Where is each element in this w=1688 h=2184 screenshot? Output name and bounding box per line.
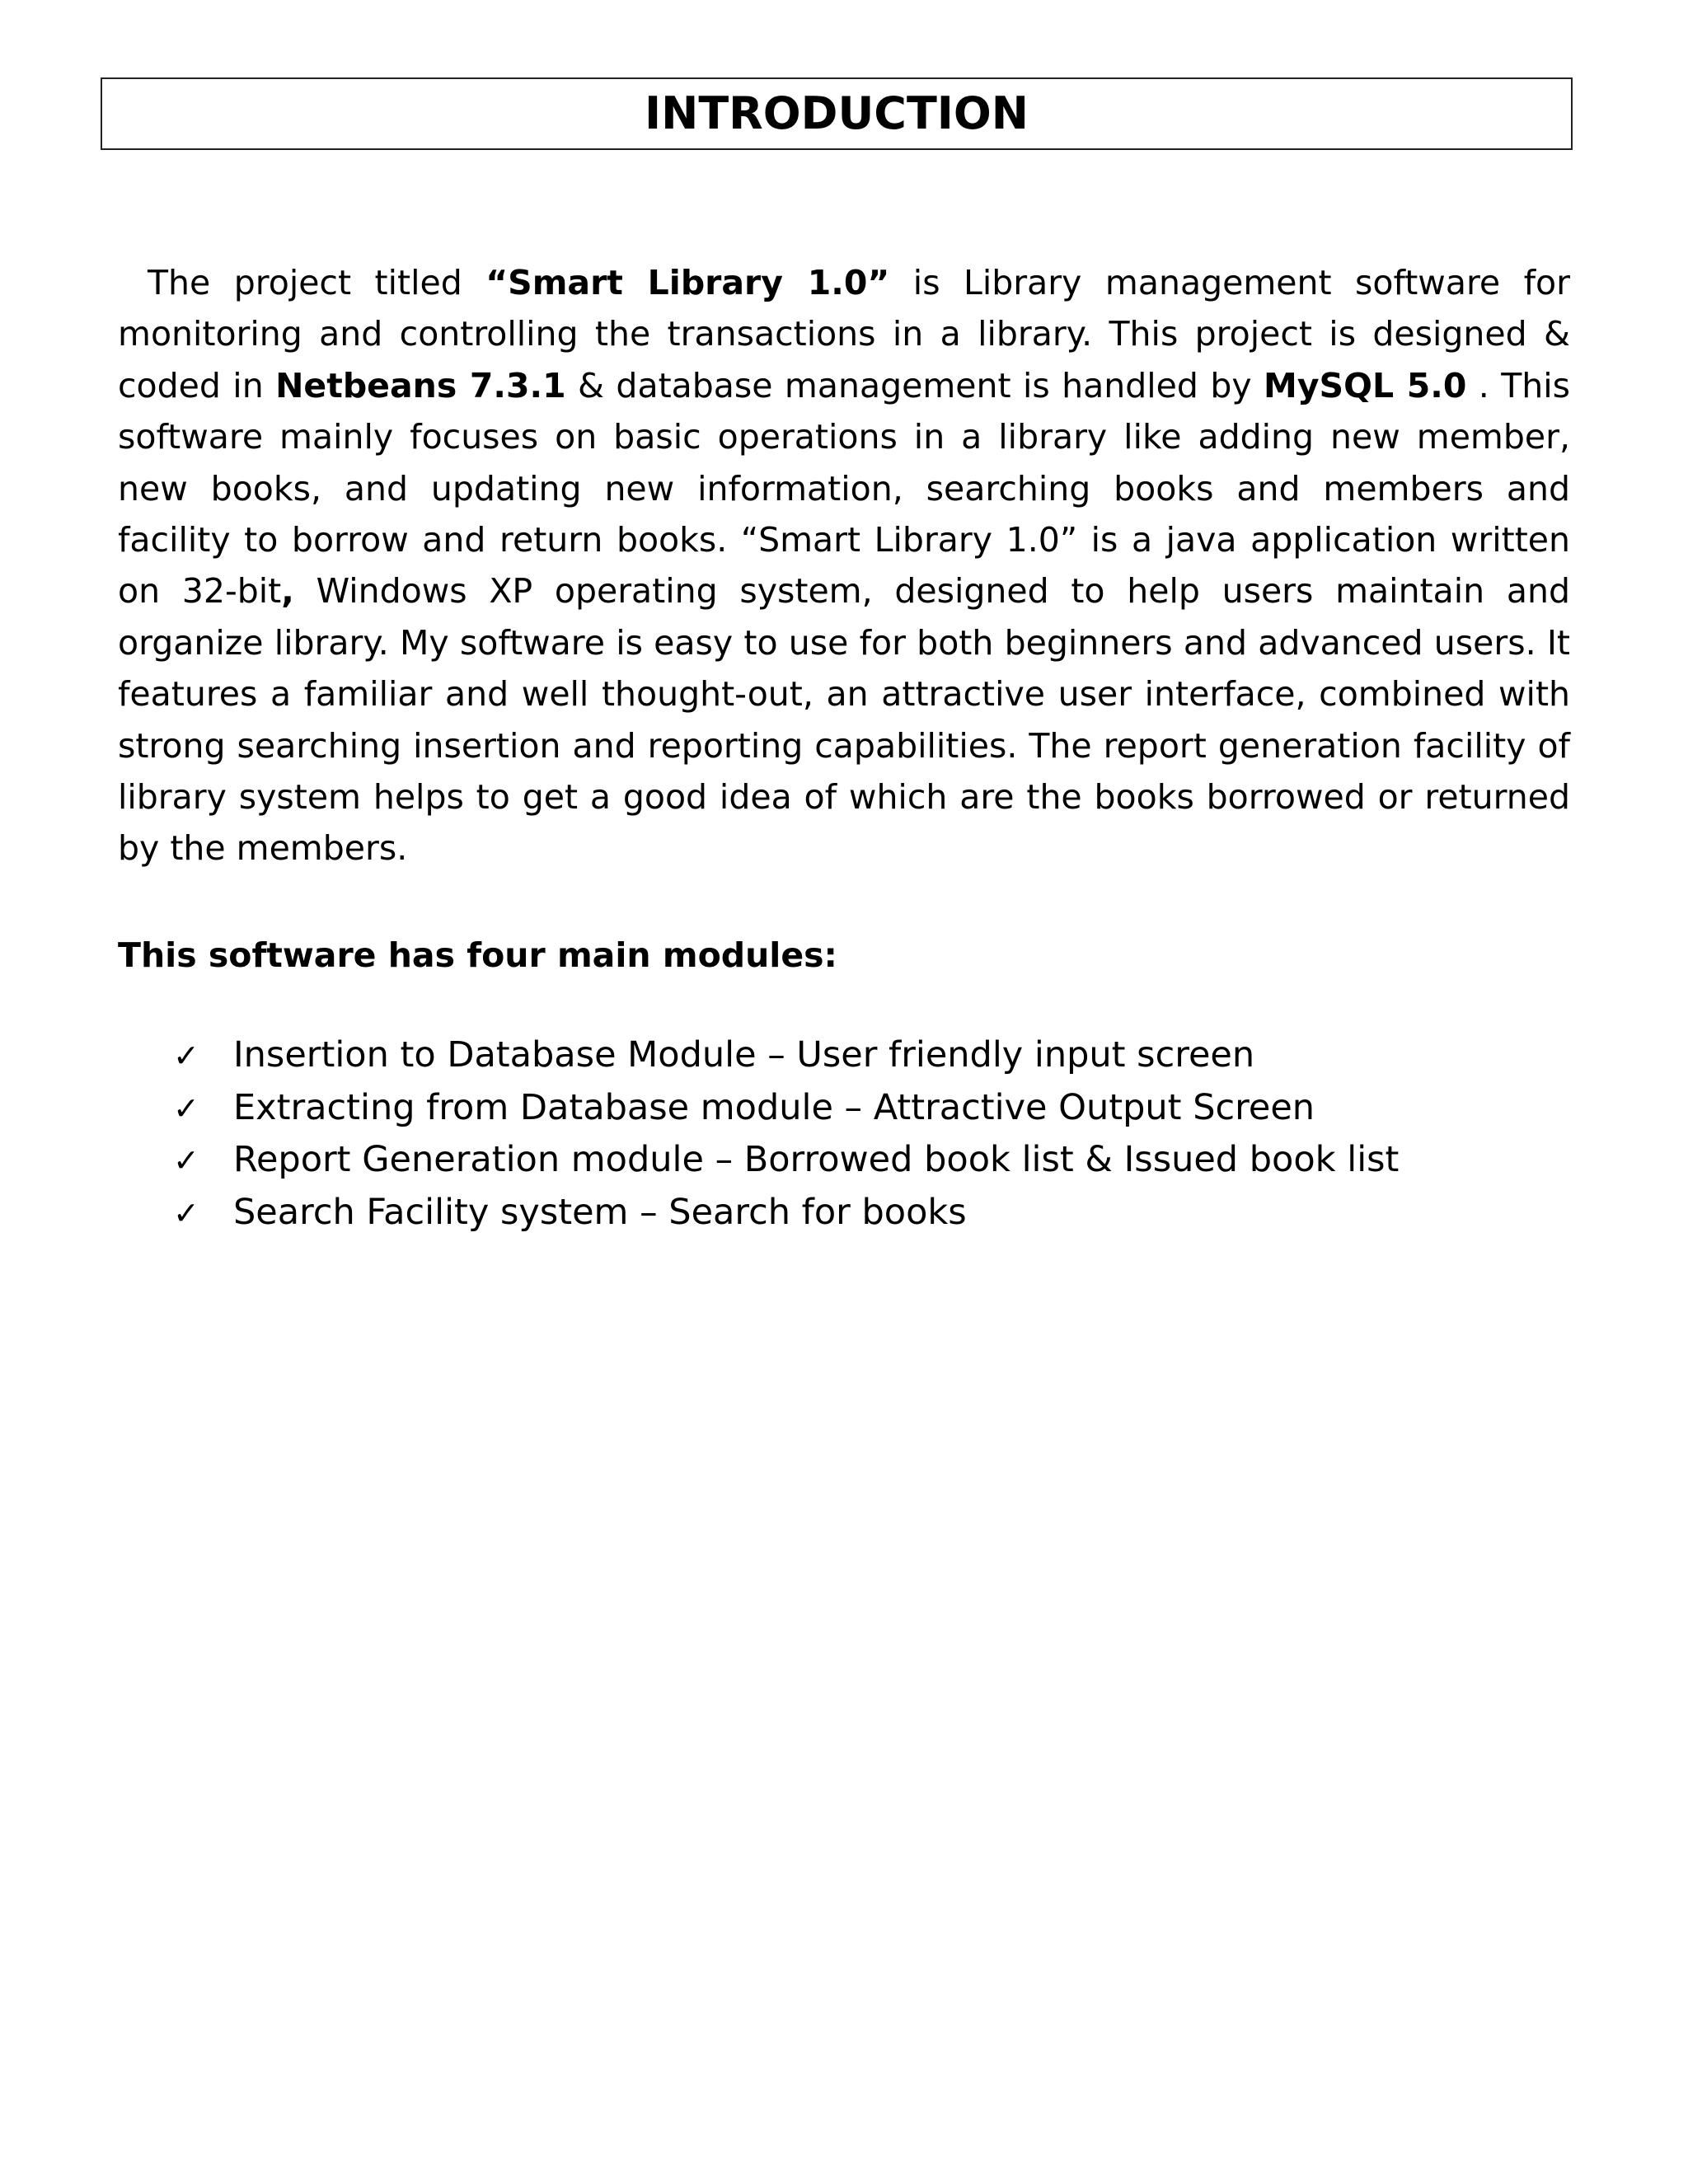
- module-text: Insertion to Database Module – User friendly input screen: [233, 1034, 1255, 1076]
- intro-lead: The project titled: [148, 263, 486, 302]
- list-item: [173, 1082, 1574, 1135]
- checkmark-icon: ✓: [173, 1038, 199, 1074]
- checkmark-icon: ✓: [173, 1194, 199, 1231]
- modules-heading: This software has four main modules:: [118, 935, 837, 975]
- intro-part-4: Windows XP operating system, designed to help users maintain and organize library. My software is easy to use for both beginners and advanced users. It features a familiar and well thought-out, an attractive user interface, combined with strong searching insertion and reporting capabilities. The report generation facility of library system helps to get a good idea of which are the books borrowed or returned by the members.: [118, 571, 1571, 869]
- intro-paragraph: [118, 257, 1570, 874]
- title-box: [101, 77, 1573, 150]
- intro-part-2: & database management is handled by: [565, 365, 1264, 405]
- module-text: Search Facility system – Search for books: [233, 1191, 967, 1233]
- list-item: [173, 1187, 1574, 1240]
- bold-comma: ,: [281, 571, 294, 612]
- database-name: MySQL 5.0: [1264, 365, 1467, 405]
- ide-name: Netbeans 7.3.1: [275, 365, 566, 405]
- checkmark-icon: ✓: [173, 1090, 199, 1127]
- intro-part-1: is Library management software for monitoring and controlling the transactions in a library. This project is designed & coded in: [118, 263, 1570, 405]
- list-item: [173, 1134, 1574, 1187]
- project-name: “Smart Library 1.0”: [485, 263, 890, 302]
- intro-part-3: . This software mainly focuses on basic operations in a library like adding new member, new books, and updating new information, searching books and members and facility to borrow and return books. “Smart Library 1.0” is a java application written on 32-bit: [118, 365, 1570, 612]
- module-text: Report Generation module – Borrowed book list & Issued book list: [233, 1139, 1400, 1180]
- page-title: INTRODUCTION: [645, 87, 1029, 139]
- module-list: [173, 1029, 1574, 1239]
- list-item: [173, 1029, 1574, 1082]
- module-text: Extracting from Database module – Attractive Output Screen: [233, 1086, 1315, 1128]
- checkmark-icon: ✓: [173, 1142, 199, 1179]
